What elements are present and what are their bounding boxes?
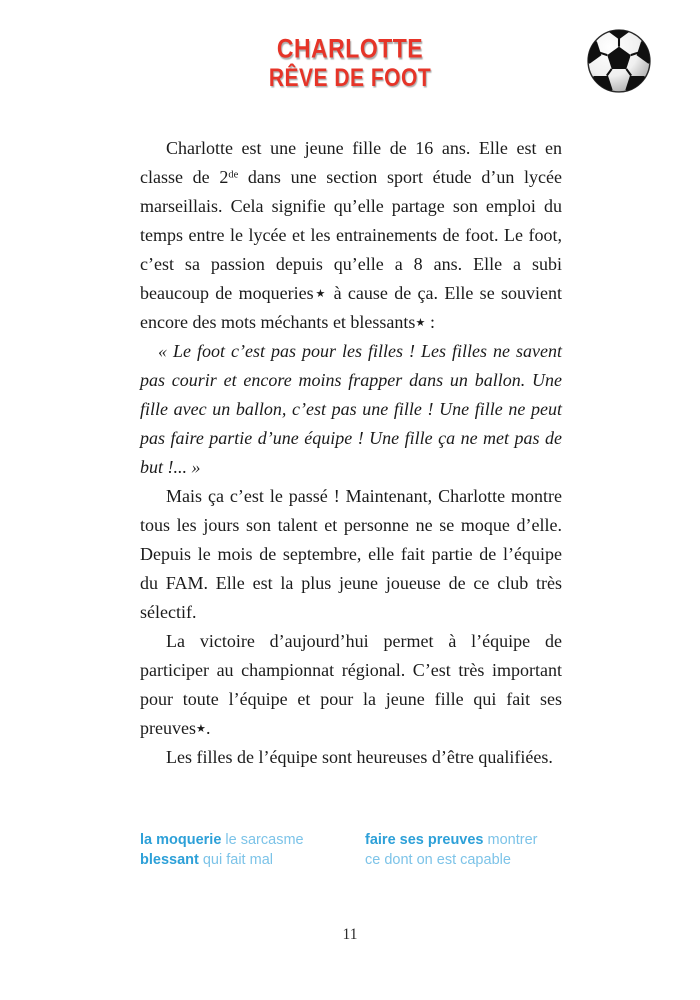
glossary-definition: qui fait mal: [202, 852, 273, 868]
glossary-term: la moquerie: [140, 832, 226, 848]
footnote-star-icon: ★: [195, 723, 206, 735]
book-title-line1: CHARLOTTE: [276, 32, 424, 64]
footnote-star-icon: ★: [415, 317, 426, 329]
glossary-definition: le sarcasme: [225, 832, 304, 848]
glossary-right: [365, 830, 550, 870]
soccer-ball-icon: [586, 28, 652, 94]
paragraph: Les filles de l’équipe sont heureuses d’être qualifiées.: [166, 747, 553, 767]
glossary-entry: [140, 850, 365, 870]
footnote-star-icon: ★: [313, 288, 328, 300]
body-paragraphs: [140, 134, 562, 772]
book-title-line2: RÊVE DE FOOT: [268, 64, 432, 92]
glossary-definition: montrer ce dont on est capable: [365, 832, 538, 868]
paragraph: Charlotte est une jeune fille de 16 ans. Elle est en classe de 2de dans une section sport étude d’un lycée marseillais. Cela signifie qu’elle partage son emploi du temps entre le lycée et les entrainements de foot. Le foot, c’est sa passion depuis qu’elle a 8 ans. Elle a subi beaucoup de moqueries★ à cause de ça. Elle se souvient encore des mots méchants et blessants★ :: [140, 138, 563, 332]
quote-paragraph: « Le foot c’est pas pour les filles ! Les filles ne savent pas courir et encore moins frapper dans un ballon. Une fille avec un ballon, c’est pas une fille ! Une fille ne peut pas faire partie d’une équipe ! Une fille ça ne met pas de but !... »: [140, 341, 562, 477]
glossary-entry: [140, 830, 365, 850]
page-number: 11: [342, 926, 358, 943]
paragraph: Mais ça c’est le passé ! Maintenant, Charlotte montre tous les jours son talent et personne ne se moque d’elle. Depuis le mois de septembre, elle fait partie de l’équipe du FAM. Elle est la plus jeune joueuse de ce club très sélectif.: [140, 486, 562, 622]
glossary-term: blessant: [140, 852, 203, 868]
glossary: [140, 830, 570, 870]
glossary-left: [140, 830, 365, 870]
paragraph: La victoire d’aujourd’hui permet à l’équipe de participer au championnat régional. C’est très important pour toute l’équipe et pour la jeune fille qui fait ses preuves★.: [140, 631, 562, 738]
glossary-entry: [365, 830, 550, 870]
glossary-term: faire ses preuves: [365, 832, 488, 848]
